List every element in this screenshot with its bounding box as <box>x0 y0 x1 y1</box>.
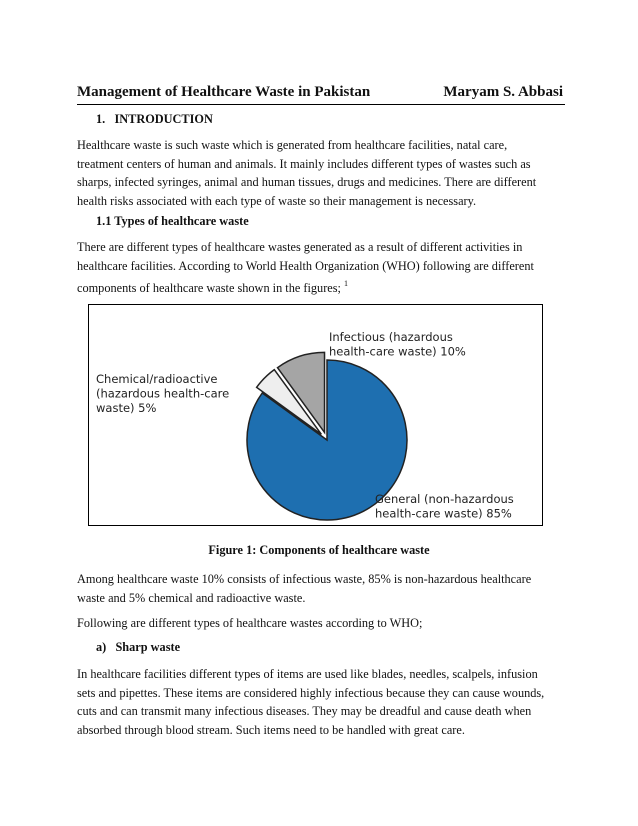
text-line: health risks associated with each type of waste so their management is necessary. <box>77 193 477 208</box>
text-line: waste and 5% chemical and radioactive waste. <box>77 590 306 605</box>
figure-pie-chart <box>88 304 543 526</box>
text-line-content: components of healthcare waste shown in the figures; <box>77 281 341 296</box>
figure-caption: Figure 1: Components of healthcare waste <box>208 543 430 557</box>
section-heading-sharp-waste: a) Sharp waste <box>96 640 181 654</box>
text-line <box>77 275 563 298</box>
section-heading-introduction: 1. INTRODUCTION <box>96 112 213 126</box>
text-line: In healthcare facilities different types of items are used like blades, needles, scalpels, infusion <box>77 667 538 681</box>
text-line: absorbed through blood stream. Such items need to be handled with great care. <box>77 722 465 737</box>
intro-paragraph <box>77 136 563 210</box>
pie-chart-svg <box>89 305 544 527</box>
text-line: sharps, infected syringes, animal and human tissues, drugs and medicines. There are different <box>77 175 537 190</box>
text-line: sets and pipettes. These items are considered highly infectious because they can cause wounds, <box>77 685 545 700</box>
page-header <box>77 82 565 105</box>
text-line: Healthcare waste is such waste which is generated from healthcare facilities, natal care, <box>77 138 508 152</box>
footnote-ref[interactable]: 1 <box>344 279 349 289</box>
pie-label-infectious: Infectious (hazardous health-care waste) 10% <box>329 330 466 359</box>
types-paragraph <box>77 238 563 298</box>
following-paragraph: Following are different types of healthcare wastes according to WHO; <box>77 616 423 630</box>
header-author: Maryam S. Abbasi <box>443 84 563 100</box>
pie-label-general: General (non-hazardous health-care waste) 85% <box>375 492 514 521</box>
text-line: Among healthcare waste 10% consists of infectious waste, 85% is non-hazardous healthcare <box>77 572 532 586</box>
text-line: cuts and can transmit many infectious diseases. They may be dreadful and cause death when <box>77 704 532 719</box>
text-line: healthcare facilities. According to World Health Organization (WHO) following are different <box>77 258 534 273</box>
section-heading-types: 1.1 Types of healthcare waste <box>96 214 249 228</box>
summary-paragraph <box>77 570 563 607</box>
text-line: treatment centers of human and animals. It mainly includes different types of wastes such as <box>77 156 531 171</box>
pie-label-chemical: Chemical/radioactive (hazardous health-care waste) 5% <box>96 372 230 415</box>
sharp-waste-paragraph <box>77 665 563 739</box>
header-title: Management of Healthcare Waste in Pakistan <box>77 84 371 100</box>
text-line: There are different types of healthcare wastes generated as a result of different activities in <box>77 240 523 254</box>
